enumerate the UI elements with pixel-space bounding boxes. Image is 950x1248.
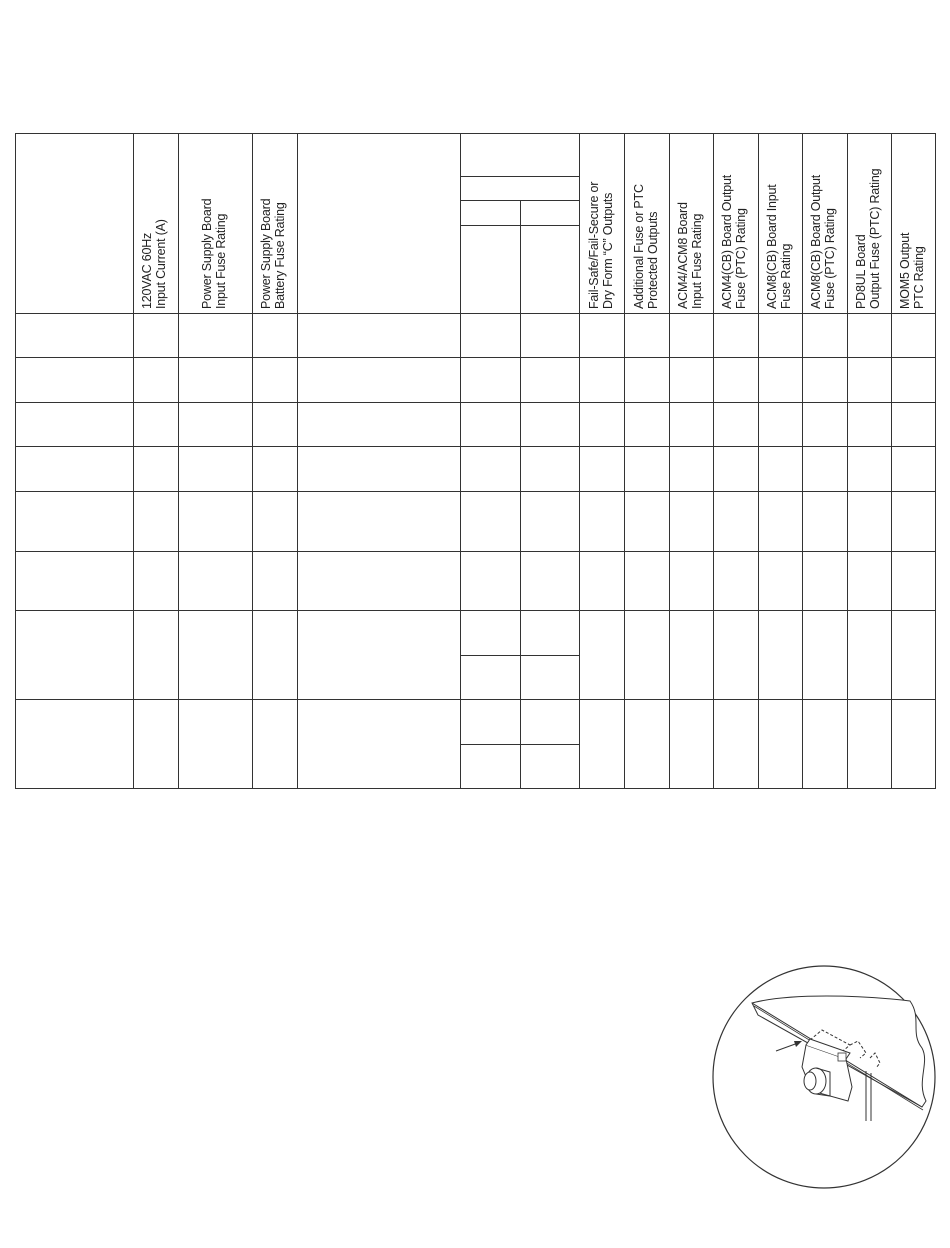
- header-additional-fuse-ptc: Additional Fuse or PTC Protected Outputs: [632, 184, 660, 309]
- header-psu-input-fuse: Power Supply Board Input Fuse Rating: [200, 198, 228, 309]
- header-acm4cb-output-fuse: ACM4(CB) Board Output Fuse (PTC) Rating: [720, 174, 748, 309]
- header-acm8cb-input-fuse: ACM8(CB) Board Input Fuse Rating: [765, 184, 793, 309]
- header-acm4-acm8-input-fuse: ACM4/ACM8 Board Input Fuse Rating: [676, 202, 704, 309]
- header-acm8cb-output-fuse: ACM8(CB) Board Output Fuse (PTC) Rating: [809, 174, 837, 309]
- specifications-table: [15, 133, 940, 798]
- header-input-current: 120VAC 60Hz Input Current (A): [140, 219, 168, 309]
- header-fail-safe-outputs: Fail-Safe/Fail-Secure or Dry Form “C” Outputs: [587, 181, 615, 309]
- header-psu-battery-fuse: Power Supply Board Battery Fuse Rating: [259, 198, 287, 309]
- tamper-switch-icon: [710, 963, 940, 1198]
- header-pd8ul-output-fuse: PD8UL Board Output Fuse (PTC) Rating: [854, 168, 882, 309]
- header-mom5-ptc: MOM5 Output PTC Rating: [898, 232, 926, 309]
